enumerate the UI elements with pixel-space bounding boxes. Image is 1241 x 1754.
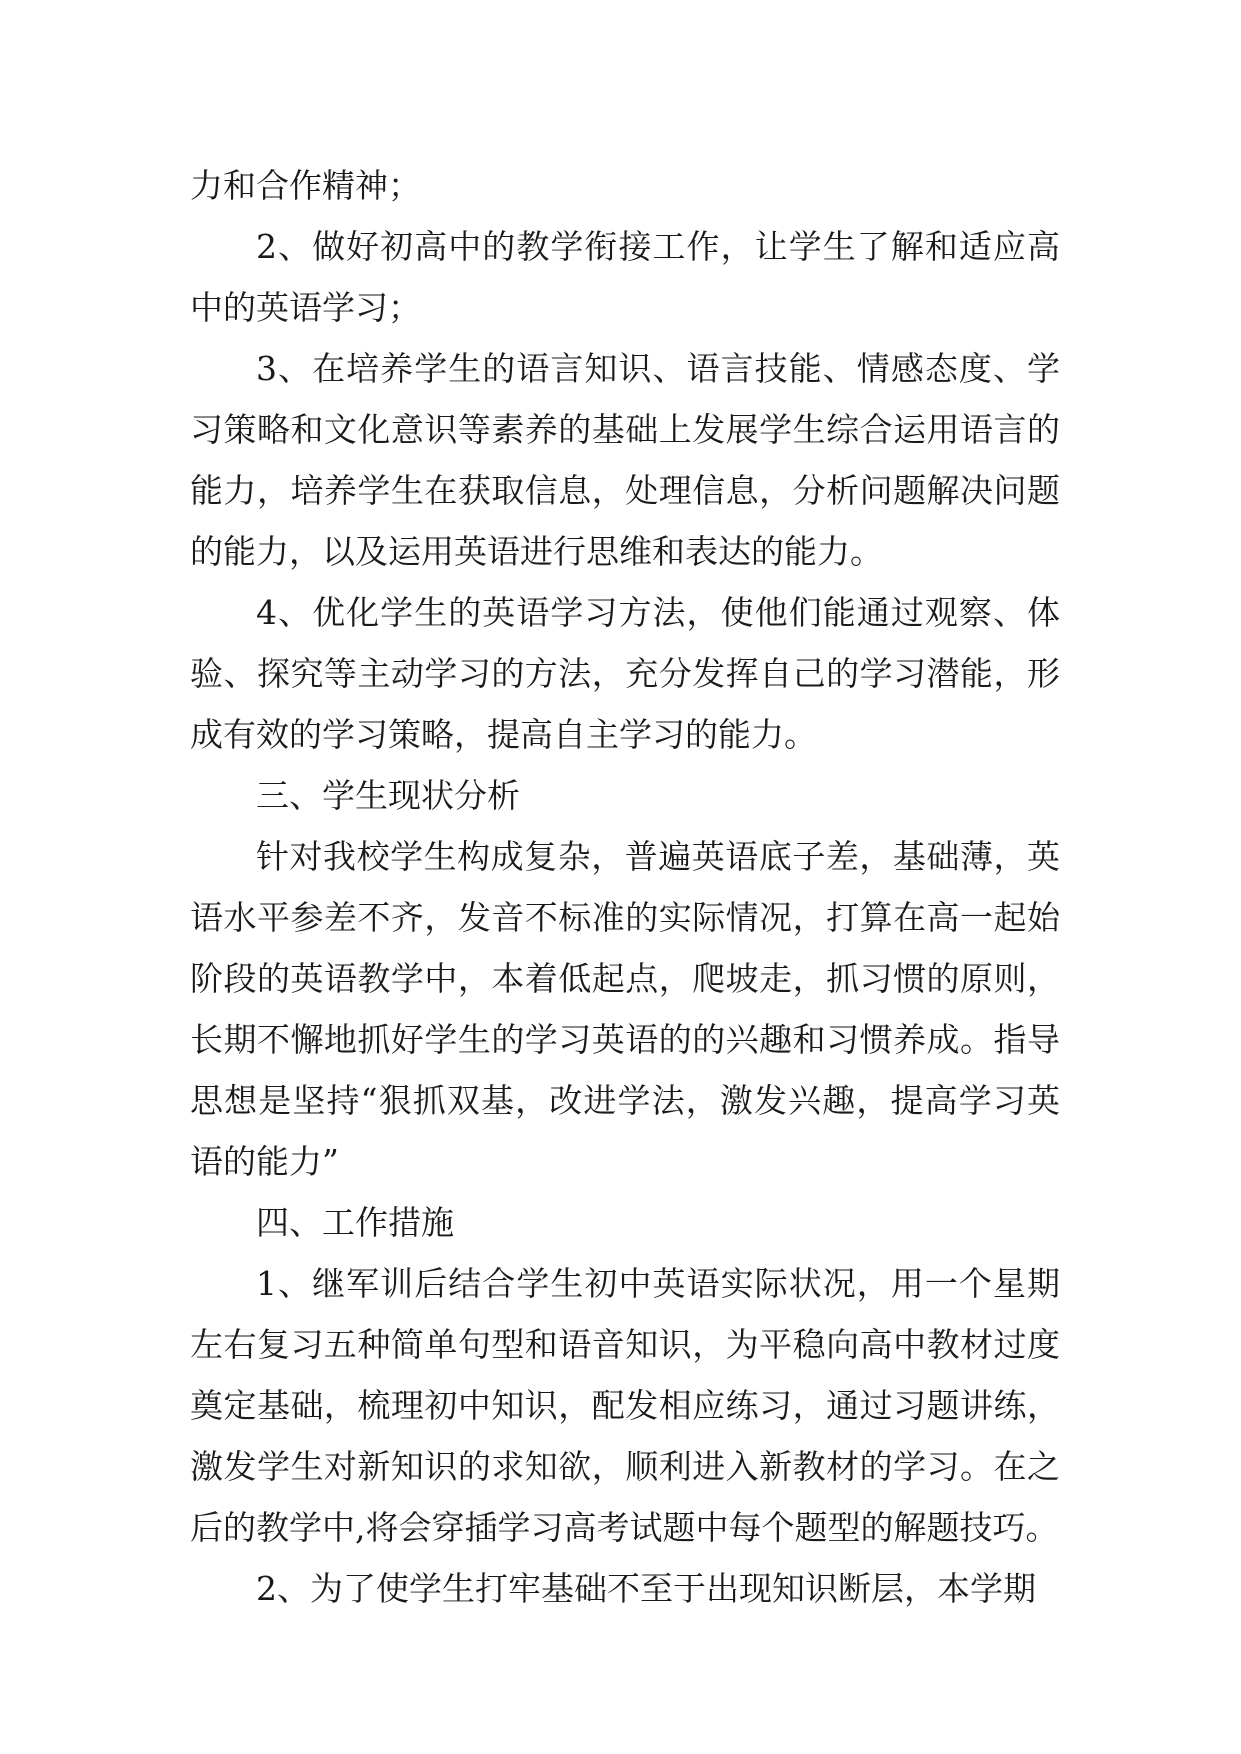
paragraph-item-4: 4、优化学生的英语学习方法，使他们能通过观察、体验、探究等主动学习的方法，充分发挥自己的学习潜能，形成有效的学习策略，提高自主学习的能力。 [190,593,1060,754]
section-heading-work-measures: 四、工作措施 [256,1203,454,1242]
paragraph-student-analysis: 针对我校学生构成复杂，普遍英语底子差，基础薄，英语水平参差不齐，发音不标准的实际情况，打算在高一起始阶段的英语教学中，本着低起点，爬坡走，抓习惯的原则，长期不懈地抓好学生的学习英语的的兴趣和习惯养成。指导思想是坚持“狠抓双基，改进学法，激发兴趣，提高学习英语的能力” [190,837,1060,1181]
paragraph-measure-2: 2、为了使学生打牢基础不至于出现知识断层，本学期 [256,1569,1036,1608]
document-body [190,155,1060,1619]
paragraph-item-2: 2、做好初高中的教学衔接工作，让学生了解和适应高中的英语学习； [190,227,1060,327]
paragraph-measure-1: 1、继军训后结合学生初中英语实际状况，用一个星期左右复习五种简单句型和语音知识，为平稳向高中教材过度奠定基础，梳理初中知识，配发相应练习，通过习题讲练，激发学生对新知识的求知欲，顺利进入新教材的学习。在之后的教学中,将会穿插学习高考试题中每个题型的解题技巧。 [190,1264,1060,1547]
paragraph-continuation: 力和合作精神； [190,166,421,205]
paragraph-item-3: 3、在培养学生的语言知识、语言技能、情感态度、学习策略和文化意识等素养的基础上发展学生综合运用语言的能力，培养学生在获取信息，处理信息，分析问题解决问题的能力，以及运用英语进行思维和表达的能力。 [190,349,1060,571]
section-heading-student-analysis: 三、学生现状分析 [256,776,520,815]
